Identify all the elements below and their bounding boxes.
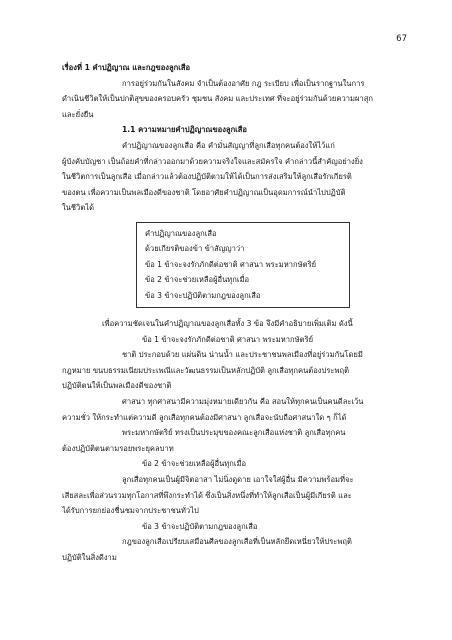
religion-line-2: ความชั่ว ให้กระทำแต่ความดี ลูกเสือทุกคนต้องมีศาสนา ลูกเสือจะนับถือศาสนาใด ๆ ก็ได้	[62, 412, 347, 422]
rule2-line-3: ได้รับการยกย่องชื่นชมจากประชาชนทั่วไป	[62, 506, 199, 516]
page-body	[62, 60, 404, 565]
oath-clause-1: ข้อ 1 ข้าจะจงรักภักดีต่อชาติ ศาสนา พระมหากษัตริย์	[145, 259, 317, 269]
oath-title: คำปฏิญาณของลูกเสือ	[145, 228, 217, 238]
rule3-title: ข้อ 3 ข้าจะปฏิบัติตามกฎของลูกเสือ	[142, 521, 258, 531]
lesson-heading: เรื่องที่ 1 คำปฏิญาณ และกฎของลูกเสือ	[62, 63, 191, 72]
intro-line-1: การอยู่ร่วมกันในสังคม จำเป็นต้องอาศัย กฎ ระเบียบ เพื่อเป็นรากฐานในการ	[122, 78, 365, 88]
rule3-line-1: กฎของลูกเสือเปรียบเสมือนศีลของลูกเสือที่เป็นหลักยึดเหนี่ยวให้ประพฤติ	[122, 537, 352, 547]
king-line-2: ต้องปฏิบัติตนตามรอยพระยุคลบาท	[62, 443, 174, 453]
oath-clause-3: ข้อ 3 ข้าจะปฏิบัติตามกฎของลูกเสือ	[145, 290, 261, 300]
nation-line-2: กฎหมาย ขนบธรรมเนียมประเพณีและวัฒนธรรมเป็นหลักปฏิบัติ ลูกเสือทุกคนต้องประพฤติ	[62, 365, 350, 375]
para1-line-2: ผู้บังคับบัญชา เป็นถ้อยคำที่กล่าวออกมาด้วยความจริงใจและสมัครใจ คำกล่าวนี้สำคัญอย่างยิ่ง	[62, 156, 363, 166]
oath-clause-2: ข้อ 2 ข้าจะช่วยเหลือผู้อื่นทุกเมื่อ	[145, 275, 250, 285]
nation-line-1: ชาติ ประกอบด้วย แผ่นดิน น่านน้ำ และประชาชนพลเมืองที่อยู่ร่วมกันโดยมี	[122, 350, 363, 360]
para1-line-1: คำปฏิญาณของลูกเสือ คือ คำมั่นสัญญาที่ลูกเสือทุกคนต้องให้ไว้แก่	[122, 140, 335, 150]
para1-line-5: ในชีวิตได้	[62, 203, 94, 213]
scout-oath-box	[136, 222, 350, 308]
nation-line-3: ปฏิบัติตนให้เป็นพลเมืองดีของชาติ	[62, 381, 172, 391]
king-line-1: พระมหากษัตริย์ ทรงเป็นประมุขของคณะลูกเสือแห่งชาติ ลูกเสือทุกคน	[122, 428, 346, 438]
oath-line: ด้วยเกียรติของข้า ข้าสัญญาว่า	[145, 244, 245, 254]
religion-line-1: ศาสนา ทุกศาสนามีความมุ่งหมายเดียวกัน คือ สอนให้ทุกคนเป็นคนดีละเว้น	[122, 396, 364, 406]
rule2-line-1: ลูกเสือทุกคนเป็นผู้มีจิตอาสา ไม่นิ่งดูดาย เอาใจใส่ผู้อื่น มีความพร้อมที่จะ	[122, 474, 354, 484]
rule2-title: ข้อ 2 ข้าจะช่วยเหลือผู้อื่นทุกเมื่อ	[142, 459, 247, 469]
section-subheading: 1.1 ความหมายคำปฏิญาณของลูกเสือ	[122, 125, 247, 135]
para1-line-4: ของตน เพื่อความเป็นพลเมืองดีของชาติ โดยอาศัยคำปฏิญาณเป็นอุดมการณ์นำไปปฏิบัติ	[62, 187, 346, 197]
rule1-title: ข้อ 1 ข้าจะจงรักภักดีต่อชาติ ศาสนา พระมหากษัตริย์	[142, 334, 314, 344]
intro-line-2: ดำเนินชีวิตให้เป็นปกติสุขของครอบครัว ชุมชน สังคม และประเทศ ที่จะอยู่ร่วมกันด้วยความผาสุก	[62, 94, 373, 104]
para1-line-3: ในชีวิตการเป็นลูกเสือ เมื่อกล่าวแล้วต้องปฏิบัติตามให้ได้เป็นการส่งเสริมให้ลูกเสือรักเกียรติ	[62, 172, 352, 182]
explain-intro: เพื่อความชัดเจนในคำปฏิญาณของลูกเสือทั้ง 3 ข้อ จึงมีคำอธิบายเพิ่มเติม ดังนี้	[102, 318, 353, 328]
intro-line-3: และยั่งยืน	[62, 109, 94, 119]
rule3-line-2: ปฏิบัติในสิ่งดีงาม	[62, 552, 117, 562]
page-number: 67	[396, 34, 407, 44]
rule2-line-2: เสียสละเพื่อส่วนรวมทุกโอกาสที่พึงกระทำได้ ซึ่งเป็นสิ่งหนึ่งที่ทำให้ลูกเสือเป็นผู้มีเกียรติ และ	[62, 490, 352, 500]
